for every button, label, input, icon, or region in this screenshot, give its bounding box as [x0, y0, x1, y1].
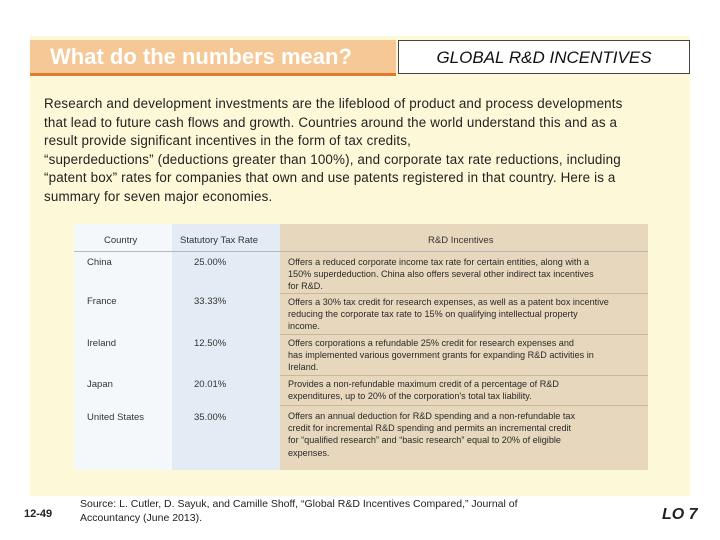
row-divider	[280, 375, 648, 376]
desc-line: for “qualified research” and “basic research” equal to 20% of eligible	[288, 435, 561, 446]
row-country: Ireland	[87, 338, 117, 349]
section-title: What do the numbers mean?	[50, 44, 352, 69]
desc-line: 150% superdeduction. China also offers several other indirect tax incentives	[288, 269, 594, 280]
topic-badge-label: GLOBAL R&D INCENTIVES	[436, 48, 652, 67]
row-description	[288, 337, 638, 374]
desc-line: Ireland.	[288, 362, 319, 373]
desc-line: reducing the corporate tax rate to 15% on qualifying intellectual property	[288, 309, 578, 320]
desc-line: expenses.	[288, 447, 330, 458]
intro-line: summary for seven major economies.	[44, 188, 273, 204]
desc-line: Offers a 30% tax credit for research expenses, as well as a patent box incentive	[288, 297, 609, 307]
row-country: Japan	[87, 379, 113, 390]
source-citation	[80, 497, 620, 525]
header-country: Country	[104, 235, 138, 246]
desc-line: has implemented various government grants for expanding R&D activities in	[288, 350, 594, 361]
row-divider	[280, 334, 648, 335]
topic-badge	[398, 40, 690, 74]
row-divider	[280, 405, 648, 406]
row-description	[288, 296, 638, 333]
section-tab	[30, 40, 396, 76]
page-number: 12-49	[24, 508, 53, 520]
header-incentives: R&D Incentives	[428, 235, 494, 246]
header-rate: Statutory Tax Rate	[180, 235, 258, 246]
row-country: United States	[87, 412, 145, 423]
desc-line: Offers an annual deduction for R&D spending and a non-refundable tax	[288, 411, 575, 421]
row-description	[288, 378, 638, 402]
intro-line: “superdeductions” (deductions greater than 100%), and corporate tax rate reductions, including	[44, 151, 621, 167]
row-rate: 35.00%	[194, 412, 227, 423]
row-rate: 12.50%	[194, 338, 227, 349]
intro-line: Research and development investments are the lifeblood of product and process developments	[44, 96, 623, 111]
row-description	[288, 256, 638, 293]
row-country: China	[87, 257, 112, 268]
desc-line: income.	[288, 321, 320, 332]
desc-line: expenditures, up to 20% of the corporation's total tax liability.	[288, 391, 532, 402]
desc-line: Offers corporations a refundable 25% credit for research expenses and	[288, 338, 574, 348]
row-country: France	[87, 296, 117, 307]
row-rate: 20.01%	[194, 379, 227, 390]
intro-paragraph	[44, 95, 686, 207]
source-line: Source: L. Cutler, D. Sayuk, and Camille Shoff, “Global R&D Incentives Compared,” Journal of	[80, 498, 518, 510]
row-rate: 33.33%	[194, 296, 227, 307]
source-line: Accountancy (June 2013).	[80, 512, 202, 524]
desc-line: Provides a non-refundable maximum credit of a percentage of R&D	[288, 379, 559, 389]
header-divider	[74, 251, 648, 252]
row-description	[288, 410, 638, 459]
desc-line: credit for incremental R&D spending and permits an incremental credit	[288, 423, 572, 434]
intro-line: result provide significant incentives in the form of tax credits,	[44, 133, 411, 149]
row-divider	[280, 293, 648, 294]
desc-line: for R&D.	[288, 281, 323, 292]
desc-line: Offers a reduced corporate income tax rate for certain entities, along with a	[288, 257, 590, 267]
intro-line: “patent box” rates for companies that own and use patents registered in that country. Here is a	[44, 170, 616, 186]
learning-objective: LO 7	[662, 506, 698, 523]
row-rate: 25.00%	[194, 257, 227, 268]
intro-line: that lead to future cash flows and growth. Countries around the world understand this and as a	[44, 114, 618, 130]
incentives-table	[74, 224, 648, 470]
